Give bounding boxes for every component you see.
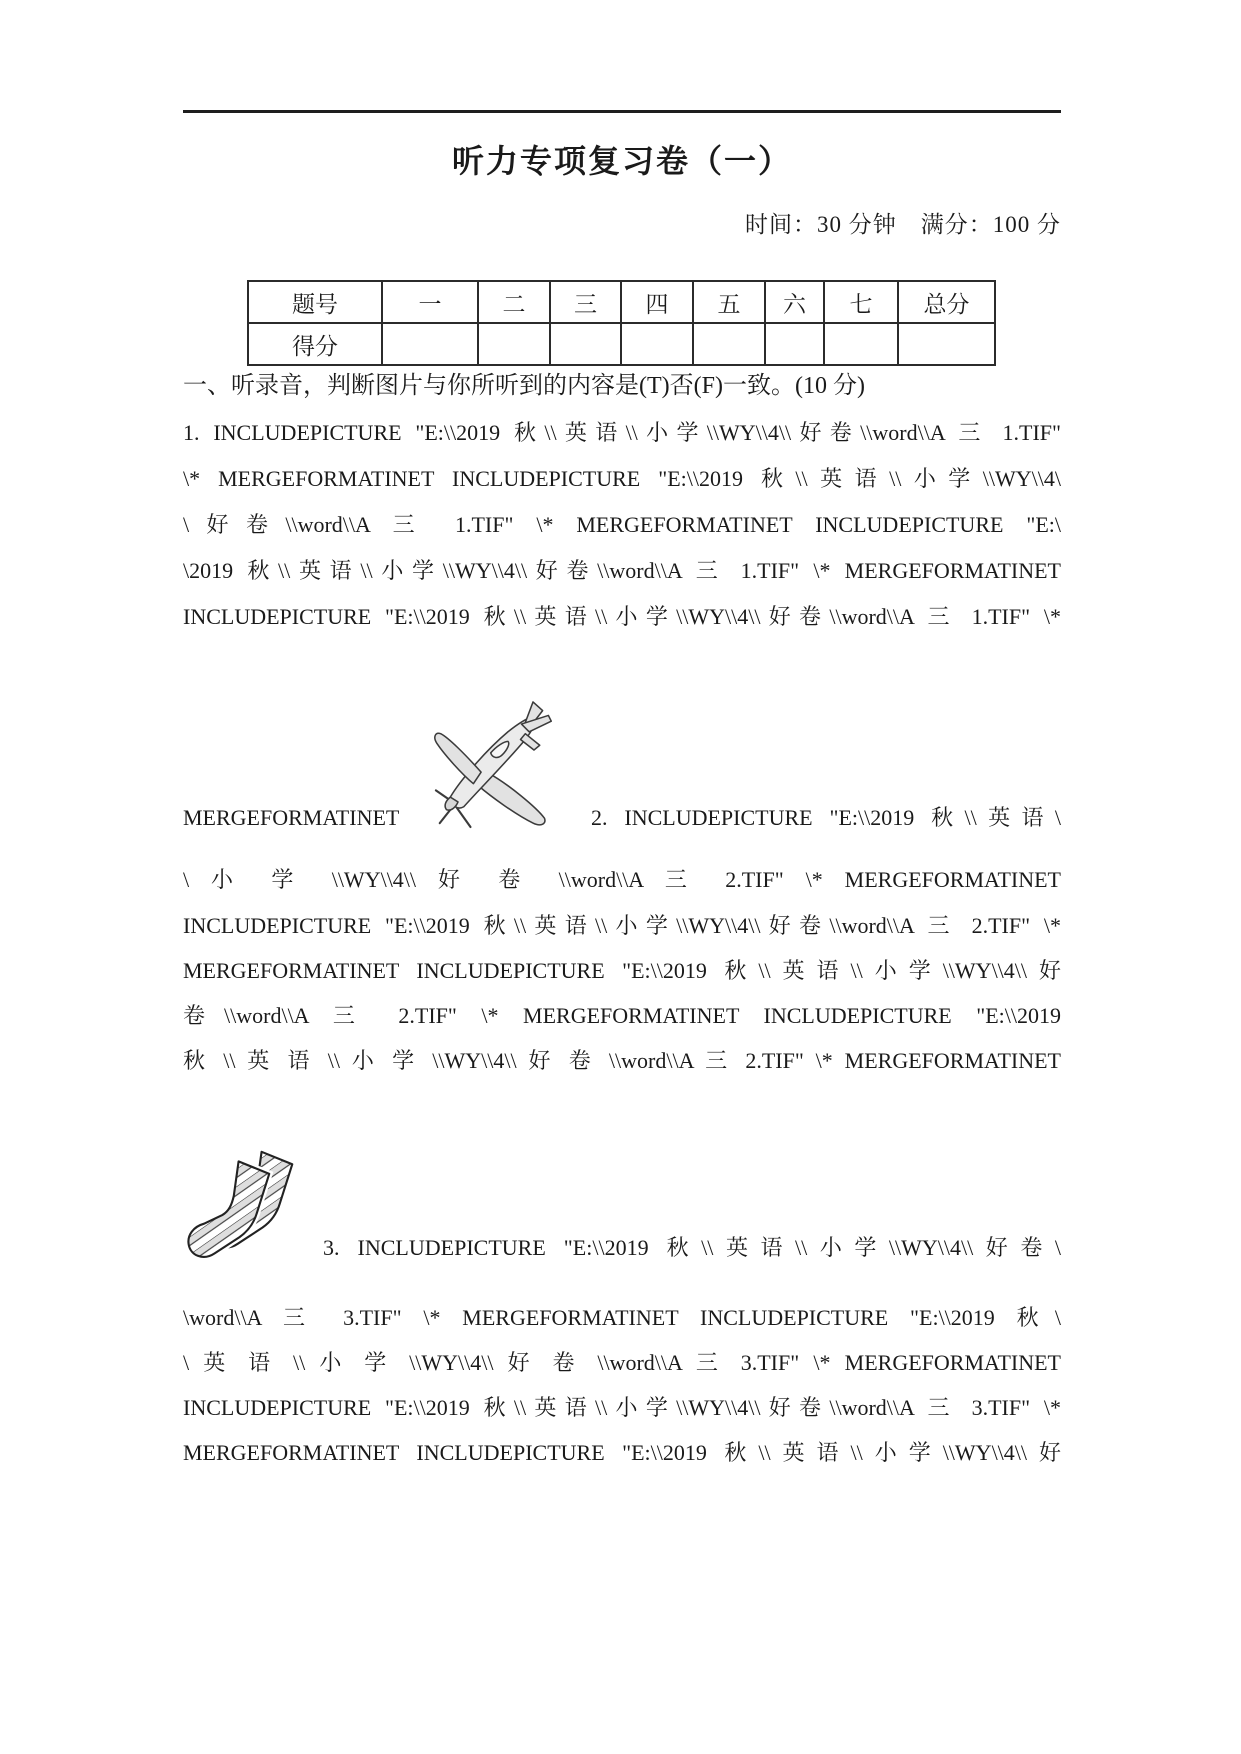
body-line: INCLUDEPICTURE "E:\\2019 秋\\英语\\小学\\WY\\4\\好卷\\word\\A 三 2.TIF" \* xyxy=(183,913,1061,938)
header-divider xyxy=(183,110,1061,113)
score-cell xyxy=(898,323,995,365)
table-header-cell: 四 xyxy=(621,281,693,323)
body-line: 卷\\word\\A 三 2.TIF" \* MERGEFORMATINET INCLUDEPICTURE "E:\\2019 xyxy=(183,1003,1061,1028)
table-header-cell: 一 xyxy=(382,281,478,323)
score-cell xyxy=(693,323,765,365)
table-header-cell: 三 xyxy=(550,281,621,323)
score-cell xyxy=(621,323,693,365)
table-row xyxy=(248,323,995,365)
score-cell xyxy=(765,323,824,365)
table-header-cell: 题号 xyxy=(248,281,382,323)
table-row xyxy=(248,281,995,323)
body-line: 秋 \\ 英 语 \\ 小 学 \\WY\\4\\ 好 卷 \\word\\A 三 2.TIF" \* MERGEFORMATINET xyxy=(183,1048,1061,1073)
score-cell xyxy=(478,323,550,365)
body-line: \word\\A 三 3.TIF" \* MERGEFORMATINET INCLUDEPICTURE "E:\\2019 秋\ xyxy=(183,1305,1061,1330)
table-header-cell: 总分 xyxy=(898,281,995,323)
table-header-cell: 二 xyxy=(478,281,550,323)
score-table xyxy=(247,280,996,366)
body-line: 1. INCLUDEPICTURE "E:\\2019 秋\\英语\\小学\\WY\\4\\好卷\\word\\A 三 1.TIF" xyxy=(183,420,1061,445)
time-score-line: 时间：30 分钟 满分：100 分 xyxy=(745,212,1061,237)
body-line: 3. INCLUDEPICTURE "E:\\2019 秋\\英语\\小学\\WY\\4\\好卷\ xyxy=(323,1235,1061,1260)
body-line: \ 英 语 \\ 小 学 \\WY\\4\\ 好 卷 \\word\\A 三 3.TIF" \* MERGEFORMATINET xyxy=(183,1350,1061,1375)
body-line: MERGEFORMATINET INCLUDEPICTURE "E:\\2019 秋\\英语\\小学\\WY\\4\\好 xyxy=(183,958,1061,983)
body-line: \2019 秋\\英语\\小学\\WY\\4\\好卷\\word\\A 三 1.TIF" \* MERGEFORMATINET xyxy=(183,558,1061,583)
score-row-label: 得分 xyxy=(248,323,382,365)
page-title: 听力专项复习卷（一） xyxy=(451,143,792,179)
airplane-image xyxy=(433,691,558,836)
table-header-cell: 七 xyxy=(824,281,898,323)
body-line: \ 小 学 \\WY\\4\\ 好 卷 \\word\\A 三 2.TIF" \* MERGEFORMATINET xyxy=(183,867,1061,892)
body-line: MERGEFORMATINET xyxy=(183,805,400,830)
score-cell xyxy=(382,323,478,365)
body-line-with-airplane xyxy=(183,688,1061,840)
body-line: \好卷\\word\\A 三 1.TIF" \* MERGEFORMATINET INCLUDEPICTURE "E:\ xyxy=(183,512,1061,537)
table-header-cell: 六 xyxy=(765,281,824,323)
socks-image xyxy=(183,1140,298,1270)
score-cell xyxy=(824,323,898,365)
body-line: 2. INCLUDEPICTURE "E:\\2019 秋\\英语\ xyxy=(591,805,1061,830)
body-line-with-socks xyxy=(183,1128,1061,1270)
table-header-cell: 五 xyxy=(693,281,765,323)
body-line: INCLUDEPICTURE "E:\\2019 秋\\英语\\小学\\WY\\4\\好卷\\word\\A 三 1.TIF" \* xyxy=(183,604,1061,629)
score-cell xyxy=(550,323,621,365)
body-line: MERGEFORMATINET INCLUDEPICTURE "E:\\2019 秋\\英语\\小学\\WY\\4\\好 xyxy=(183,1440,1061,1465)
body-line: INCLUDEPICTURE "E:\\2019 秋\\英语\\小学\\WY\\4\\好卷\\word\\A 三 3.TIF" \* xyxy=(183,1395,1061,1420)
body-line: \* MERGEFORMATINET INCLUDEPICTURE "E:\\2019 秋\\英语\\小学\\WY\\4\ xyxy=(183,466,1061,491)
section1-heading: 一、听录音，判断图片与你所听到的内容是(T)否(F)一致。(10 分) xyxy=(183,373,865,399)
